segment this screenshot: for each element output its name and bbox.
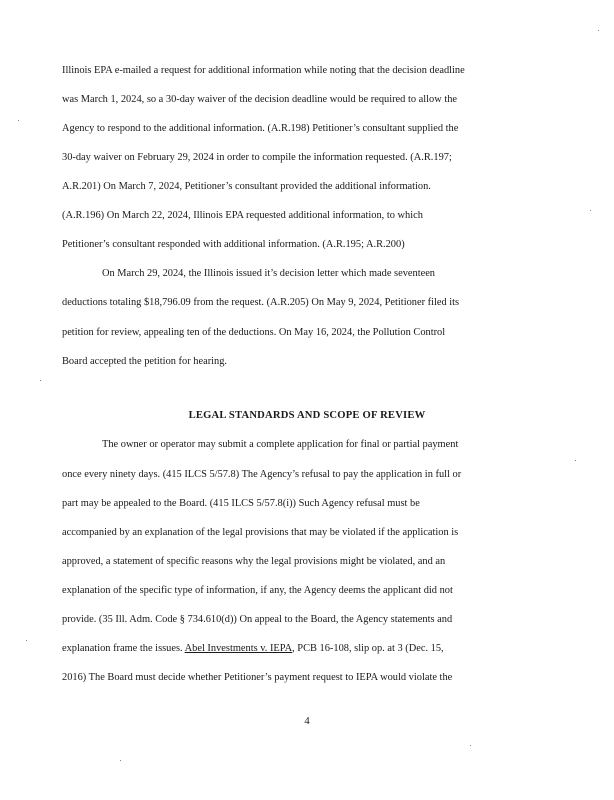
- scan-speck: [598, 30, 599, 31]
- body-line: accompanied by an explanation of the legal provisions that may be violated if the application is: [62, 527, 459, 538]
- body-line: part may be appealed to the Board. (415 ILCS 5/57.8(i)) Such Agency refusal must be: [62, 498, 420, 509]
- case-citation: Abel Investments v. IEPA: [184, 643, 293, 654]
- body-line: Illinois EPA e-mailed a request for additional information while noting that the decision deadline: [62, 65, 465, 76]
- body-line: Petitioner’s consultant responded with additional information. (A.R.195; A.R.200): [62, 239, 405, 250]
- scan-speck: [18, 120, 19, 121]
- body-line: once every ninety days. (415 ILCS 5/57.8) The Agency’s refusal to pay the application in full or: [62, 469, 462, 480]
- body-line: petition for review, appealing ten of the deductions. On May 16, 2024, the Pollution Control: [62, 327, 446, 338]
- section-heading: LEGAL STANDARDS AND SCOPE OF REVIEW: [188, 410, 426, 421]
- scan-speck: [120, 760, 121, 761]
- scan-speck: [40, 380, 41, 381]
- scan-speck: [26, 640, 27, 641]
- body-line: (A.R.196) On March 22, 2024, Illinois EPA requested additional information, to which: [62, 210, 423, 221]
- scan-speck: [590, 210, 591, 211]
- scan-speck: [470, 745, 471, 746]
- body-line: 30-day waiver on February 29, 2024 in order to compile the information requested. (A.R.197;: [62, 152, 452, 163]
- body-line: The owner or operator may submit a complete application for final or partial payment: [102, 439, 459, 450]
- body-line: 2016) The Board must decide whether Petitioner’s payment request to IEPA would violate the: [62, 672, 453, 683]
- body-line: On March 29, 2024, the Illinois issued it’s decision letter which made seventeen: [102, 268, 436, 279]
- body-line: A.R.201) On March 7, 2024, Petitioner’s consultant provided the additional information.: [62, 181, 431, 192]
- body-line: deductions totaling $18,796.09 from the request. (A.R.205) On May 9, 2024, Petitioner filed its: [62, 297, 460, 308]
- scan-speck: [575, 460, 576, 461]
- page-number: 4: [304, 716, 310, 727]
- body-line: approved, a statement of specific reasons why the legal provisions might be violated, and an: [62, 556, 446, 567]
- body-line: Board accepted the petition for hearing.: [62, 356, 228, 367]
- body-text: explanation frame the issues.: [62, 643, 185, 654]
- body-line: explanation of the specific type of information, if any, the Agency deems the applicant did not: [62, 585, 453, 596]
- body-line: provide. (35 Ill. Adm. Code § 734.610(d)) On appeal to the Board, the Agency statements and: [62, 614, 453, 625]
- body-line: was March 1, 2024, so a 30-day waiver of the decision deadline would be required to allow the: [62, 94, 458, 105]
- body-line: [62, 642, 444, 656]
- body-line: Agency to respond to the additional information. (A.R.198) Petitioner’s consultant supplied the: [62, 123, 459, 134]
- body-text: , PCB 16-108, slip op. at 3 (Dec. 15,: [292, 643, 444, 654]
